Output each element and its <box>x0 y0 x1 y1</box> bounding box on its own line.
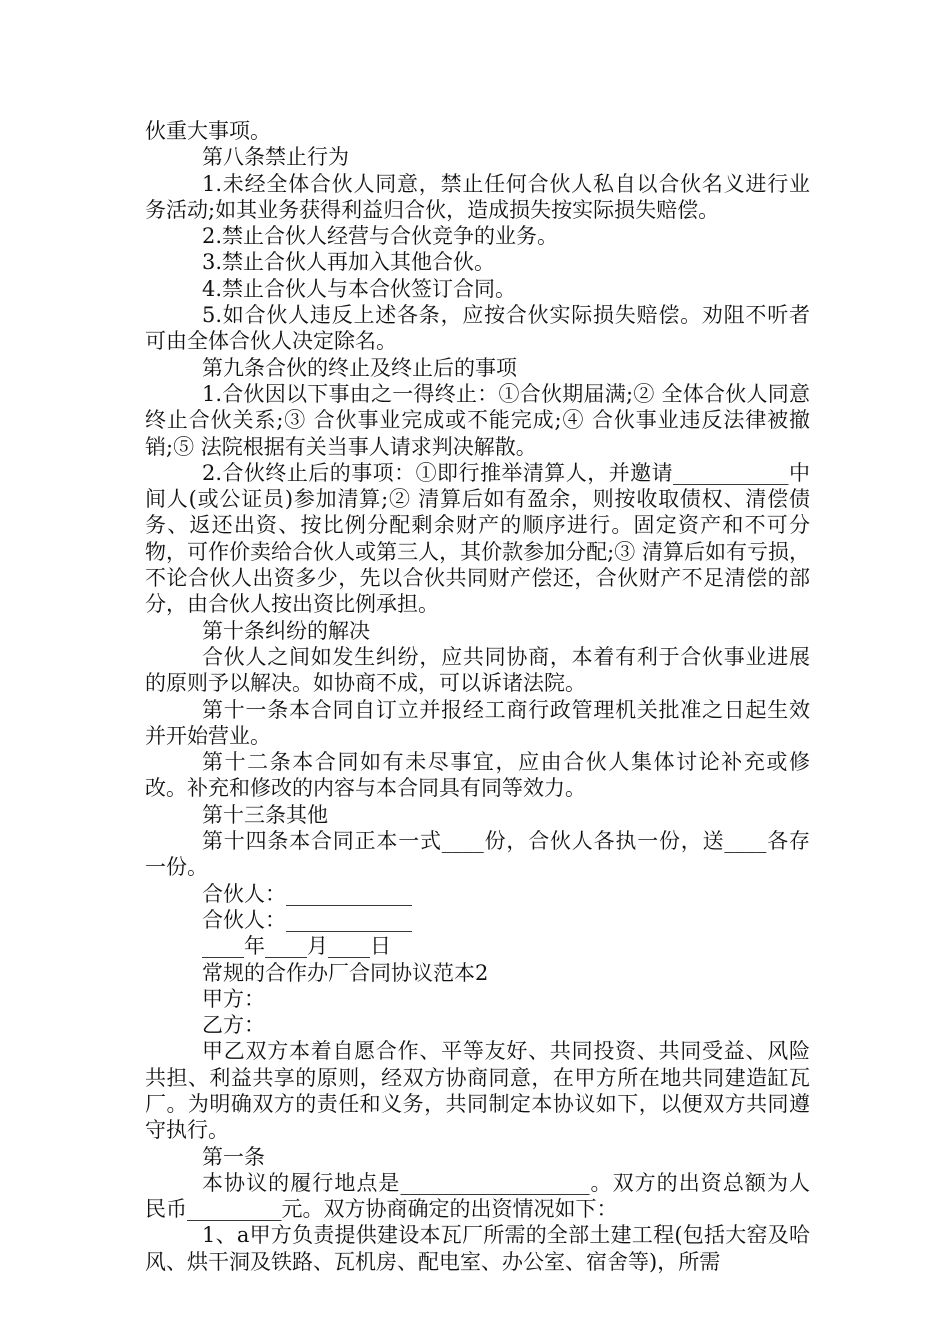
paragraph: 2.合伙终止后的事项：①即行推举清算人，并邀请___________中间人(或公证员)参加清算;② 清算后如有盈余，则按收取债权、清偿债务、返还出资、按比例分配剩余财产的顺序进行。固定资产和不可分物，可作价卖给合伙人或第三人，其价款参加分配;③ 清算后如有亏损，不论合伙人出资多少，先以合伙共同财产偿还，合伙财产不足清偿的部分，由合伙人按出资比例承担。 <box>145 460 810 617</box>
paragraph: 本协议的履行地点是__________________。双方的出资总额为人民币_________元。双方协商确定的出资情况如下： <box>145 1170 810 1222</box>
signature-line: 合伙人：____________ <box>202 907 412 932</box>
document-title: 常规的合作办厂合同协议范本2 <box>202 960 489 985</box>
paragraph: 第十一条本合同自订立并报经工商行政管理机关批准之日起生效并开始营业。 <box>145 697 810 748</box>
paragraph: 2.禁止合伙人经营与合伙竞争的业务。 <box>202 224 559 249</box>
section-heading: 第十三条其他 <box>202 802 328 827</box>
section-heading: 第十条纠纷的解决 <box>202 618 370 643</box>
paragraph: 第十二条本合同如有未尽事宜，应由合伙人集体讨论补充或修改。补充和修改的内容与本合同具有同等效力。 <box>145 750 810 801</box>
paragraph: 4.禁止合伙人与本合伙签订合同。 <box>202 276 517 301</box>
document-body <box>145 118 810 1275</box>
section-heading: 第一条 <box>202 1144 265 1169</box>
paragraph: 3.禁止合伙人再加入其他合伙。 <box>202 250 496 275</box>
signature-line: 合伙人：____________ <box>202 881 412 906</box>
paragraph: 伙重大事项。 <box>145 119 271 143</box>
section-heading: 第九条合伙的终止及终止后的事项 <box>202 355 517 380</box>
paragraph: 甲乙双方本着自愿合作、平等友好、共同投资、共同受益、风险共担、利益共享的原则，经双方协商同意，在甲方所在地共同建造缸瓦厂。为明确双方的责任和义务，共同制定本协议如下，以便双方共同遵守执行。 <box>145 1039 810 1143</box>
paragraph: 1、a甲方负责提供建设本瓦厂所需的全部土建工程(包括大窑及哈风、烘干洞及铁路、瓦机房、配电室、办公室、宿舍等)，所需 <box>145 1223 810 1274</box>
section-heading: 第八条禁止行为 <box>202 145 349 170</box>
party-b-line: 乙方： <box>202 1013 265 1038</box>
paragraph: 第十四条本合同正本一式____份，合伙人各执一份，送____各存一份。 <box>145 829 810 880</box>
paragraph: 1.合伙因以下事由之一得终止：①合伙期届满;② 全体合伙人同意终止合伙关系;③ 合伙事业完成或不能完成;④ 合伙事业违反法律被撤销;⑤ 法院根据有关当事人请求判决解散。 <box>145 381 810 459</box>
party-a-line: 甲方： <box>202 986 265 1011</box>
paragraph: 5.如合伙人违反上述各条，应按合伙实际损失赔偿。劝阻不听者可由全体合伙人决定除名。 <box>145 303 810 354</box>
date-line: ____年____月____日 <box>202 934 391 959</box>
paragraph: 合伙人之间如发生纠纷，应共同协商，本着有利于合伙事业进展的原则予以解决。如协商不成，可以诉诸法院。 <box>145 644 810 696</box>
paragraph: 1.未经全体合伙人同意，禁止任何合伙人私自以合伙名义进行业务活动;如其业务获得利益归合伙，造成损失按实际损失赔偿。 <box>145 171 810 222</box>
